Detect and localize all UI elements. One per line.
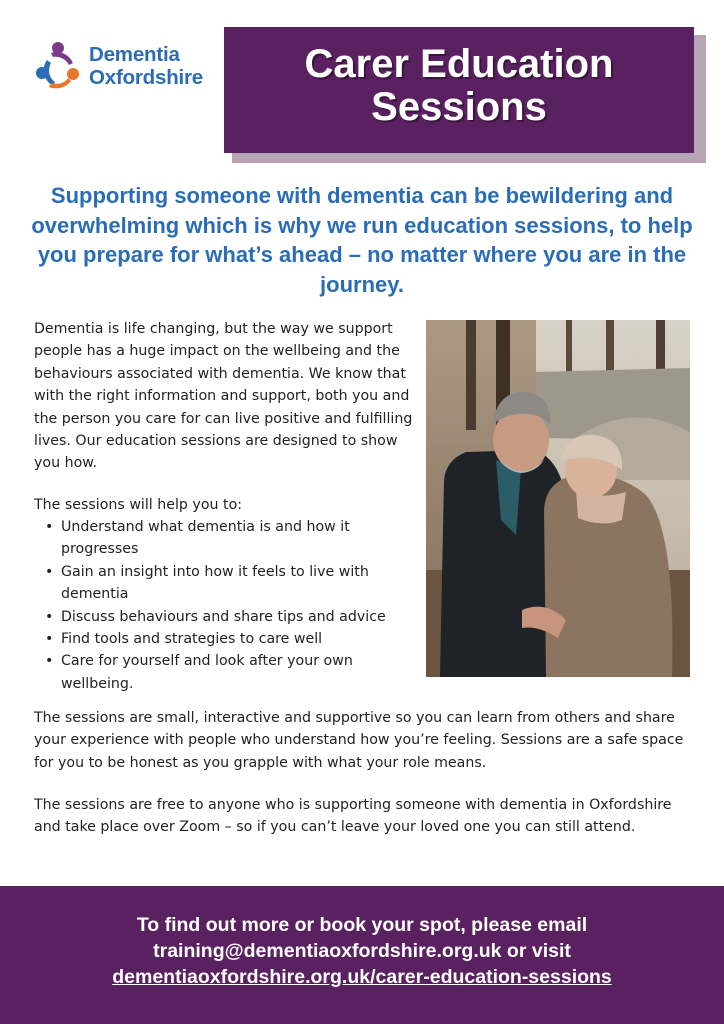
intro-paragraph: Dementia is life changing, but the way we support people has a huge impact on the wellbeing and the behaviours associated with dementia. We know that with the right information and support, both you and the person you care for can live positive and fulfilling lives. Our education sessions are designed to show you how. bbox=[34, 321, 413, 472]
list-item: • Find tools and strategies to care well bbox=[34, 628, 419, 650]
couple-photo bbox=[426, 320, 690, 677]
list-item: • Discuss behaviours and share tips and advice bbox=[34, 606, 419, 628]
sessions-availability: The sessions are free to anyone who is supporting someone with dementia in Oxfordshire and take place over Zoom – so if you can’t leave your loved one you can still attend. bbox=[34, 797, 672, 836]
list-item: • Care for yourself and look after your own wellbeing. bbox=[34, 650, 419, 695]
logo-line-2: Oxfordshire bbox=[89, 66, 203, 89]
logo-wordmark bbox=[89, 43, 203, 89]
benefits-heading: The sessions will help you to: bbox=[34, 497, 243, 513]
logo-line-1: Dementia bbox=[89, 43, 180, 66]
website-link[interactable]: dementiaoxfordshire.org.uk/carer-education-sessions bbox=[112, 966, 612, 988]
page-title-line-2: Sessions bbox=[371, 85, 547, 129]
benefits-list bbox=[34, 516, 419, 695]
page-title-line-1: Carer Education bbox=[304, 42, 614, 86]
title-banner bbox=[224, 27, 694, 153]
page-title bbox=[224, 43, 694, 129]
contact-line-2: training@dementiaoxfordshire.org.uk or visit bbox=[153, 940, 571, 962]
people-circle-logo-icon bbox=[33, 40, 83, 92]
list-item: • Understand what dementia is and how it progresses bbox=[34, 516, 419, 561]
organisation-logo bbox=[33, 40, 223, 96]
sessions-description: The sessions are small, interactive and supportive so you can learn from others and share your experience with people who understand how you’re feeling. Sessions are a safe space for you to be honest as you grapple with what your role means. bbox=[34, 710, 684, 771]
contact-line-1: To find out more or book your spot, please email bbox=[136, 914, 588, 936]
contact-info bbox=[0, 912, 724, 990]
intro-statement: Supporting someone with dementia can be bewildering and overwhelming which is why we run education sessions, to help you prepare for what’s ahead – no matter where you are in the journey. bbox=[31, 183, 693, 297]
contact-footer bbox=[0, 886, 724, 1024]
elderly-couple-embrace-photo bbox=[426, 320, 690, 677]
list-item: • Gain an insight into how it feels to live with dementia bbox=[34, 561, 419, 606]
